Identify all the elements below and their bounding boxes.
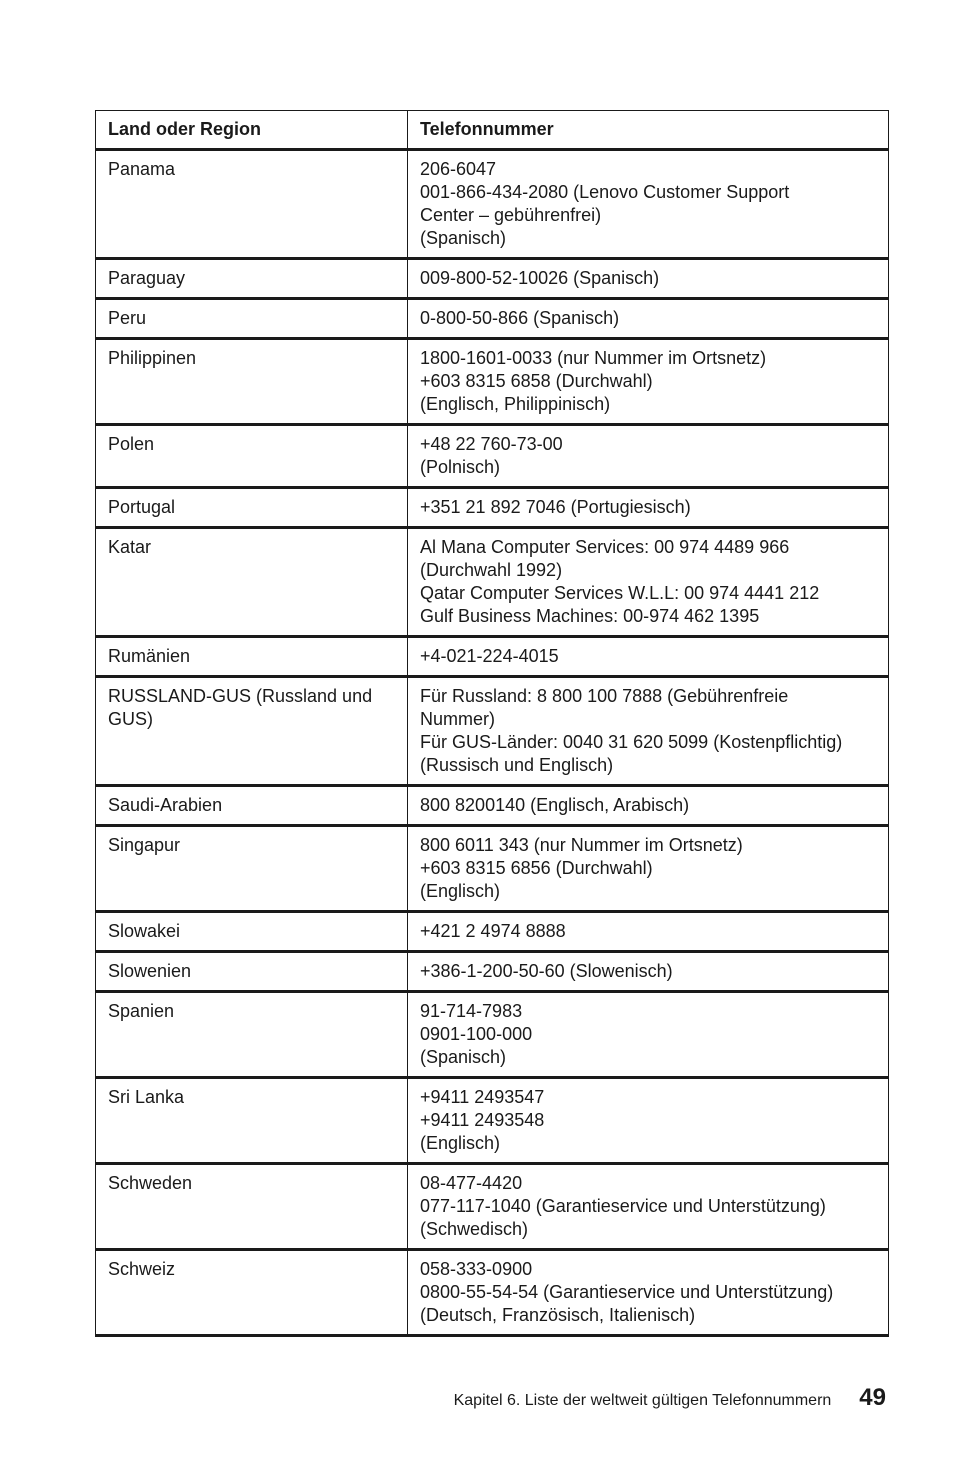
table-row [96,637,889,677]
phone-line: +603 8315 6858 (Durchwahl) [420,371,653,391]
country-cell: Rumänien [96,637,408,677]
table-row [96,528,889,637]
page-footer [454,1384,886,1412]
phone-line: (Schwedisch) [420,1219,529,1239]
phone-line: (Spanisch) [420,1047,507,1067]
table-row [96,150,889,259]
phone-line: +421 2 4974 8888 [420,921,566,941]
phone-cell [408,528,889,637]
phone-line: (Polnisch) [420,457,501,477]
phone-number-table [95,110,889,1337]
phone-cell [408,259,889,299]
phone-cell [408,488,889,528]
phone-line: (Englisch, Philippinisch) [420,394,611,414]
table-row [96,952,889,992]
country-cell: Panama [96,150,408,259]
phone-cell [408,912,889,952]
phone-line: 009-800-52-10026 (Spanisch) [420,268,660,288]
phone-line: 0-800-50-866 (Spanisch) [420,308,620,328]
country-cell: Katar [96,528,408,637]
country-cell: Singapur [96,826,408,912]
country-cell: Slowakei [96,912,408,952]
phone-cell [408,299,889,339]
phone-cell [408,339,889,425]
table-row [96,259,889,299]
phone-line: 08-477-4420 [420,1173,523,1193]
table-row [96,1250,889,1336]
table-row [96,488,889,528]
phone-cell [408,952,889,992]
phone-line: +9411 2493547 [420,1087,545,1107]
phone-line: 1800-1601-0033 (nur Nummer im Ortsnetz) [420,348,767,368]
table-row [96,425,889,488]
table-row [96,299,889,339]
phone-line: Gulf Business Machines: 00-974 462 1395 [420,606,760,626]
phone-cell [408,992,889,1078]
table-row [96,1078,889,1164]
phone-line: Nummer) [420,709,495,729]
phone-line: +9411 2493548 [420,1110,545,1130]
phone-cell [408,826,889,912]
phone-line: (Durchwahl 1992) [420,560,563,580]
table-row [96,1164,889,1250]
table-row [96,339,889,425]
country-cell: RUSSLAND-GUS (Russland und GUS) [96,677,408,786]
country-cell: Slowenien [96,952,408,992]
column-header-country: Land oder Region [96,111,408,150]
page-number: 49 [859,1384,886,1411]
country-cell: Spanien [96,992,408,1078]
phone-cell [408,637,889,677]
country-cell: Portugal [96,488,408,528]
table-header-row [96,111,889,150]
phone-line: (Russisch und Englisch) [420,755,614,775]
country-cell: Saudi-Arabien [96,786,408,826]
phone-line: +386-1-200-50-60 (Slowenisch) [420,961,673,981]
chapter-title: Kapitel 6. Liste der weltweit gültigen Telefonnummern [453,1392,832,1409]
country-cell: Peru [96,299,408,339]
country-cell: Philippinen [96,339,408,425]
phone-line: +48 22 760-73-00 [420,434,563,454]
phone-line: 058-333-0900 [420,1259,533,1279]
table-row [96,912,889,952]
phone-line: Für Russland: 8 800 100 7888 (Gebührenfreie [420,686,789,706]
country-cell: Paraguay [96,259,408,299]
phone-line: 800 6011 343 (nur Nummer im Ortsnetz) [420,835,743,855]
phone-line: +351 21 892 7046 (Portugiesisch) [420,497,691,517]
phone-line: Qatar Computer Services W.L.L: 00 974 4441 212 [420,583,820,603]
column-header-phone: Telefonnummer [408,111,889,150]
phone-line: +4-021-224-4015 [420,646,559,666]
phone-cell [408,786,889,826]
phone-line: 077-117-1040 (Garantieservice und Unterstützung) [420,1196,826,1216]
table-row [96,677,889,786]
phone-line: Center – gebührenfrei) [420,205,602,225]
country-cell: Schweden [96,1164,408,1250]
phone-line: Al Mana Computer Services: 00 974 4489 966 [420,537,790,557]
table-body [96,150,889,1336]
phone-line: Für GUS-Länder: 0040 31 620 5099 (Kostenpflichtig) [420,732,843,752]
table-row [96,786,889,826]
phone-cell [408,677,889,786]
phone-line: (Spanisch) [420,228,507,248]
phone-line: 91-714-7983 [420,1001,523,1021]
phone-cell [408,1078,889,1164]
phone-cell [408,425,889,488]
phone-line: (Englisch) [420,881,501,901]
phone-line: 001-866-434-2080 (Lenovo Customer Support [420,182,790,202]
country-cell: Sri Lanka [96,1078,408,1164]
phone-line: 0901-100-000 [420,1024,533,1044]
table-row [96,826,889,912]
table-row [96,992,889,1078]
phone-line: (Deutsch, Französisch, Italienisch) [420,1305,696,1325]
phone-cell [408,150,889,259]
phone-line: 206-6047 [420,159,497,179]
phone-line: 800 8200140 (Englisch, Arabisch) [420,795,690,815]
phone-cell [408,1164,889,1250]
phone-line: (Englisch) [420,1133,501,1153]
phone-cell [408,1250,889,1336]
country-cell: Schweiz [96,1250,408,1336]
phone-line: 0800-55-54-54 (Garantieservice und Unterstützung) [420,1282,834,1302]
country-cell: Polen [96,425,408,488]
phone-line: +603 8315 6856 (Durchwahl) [420,858,653,878]
